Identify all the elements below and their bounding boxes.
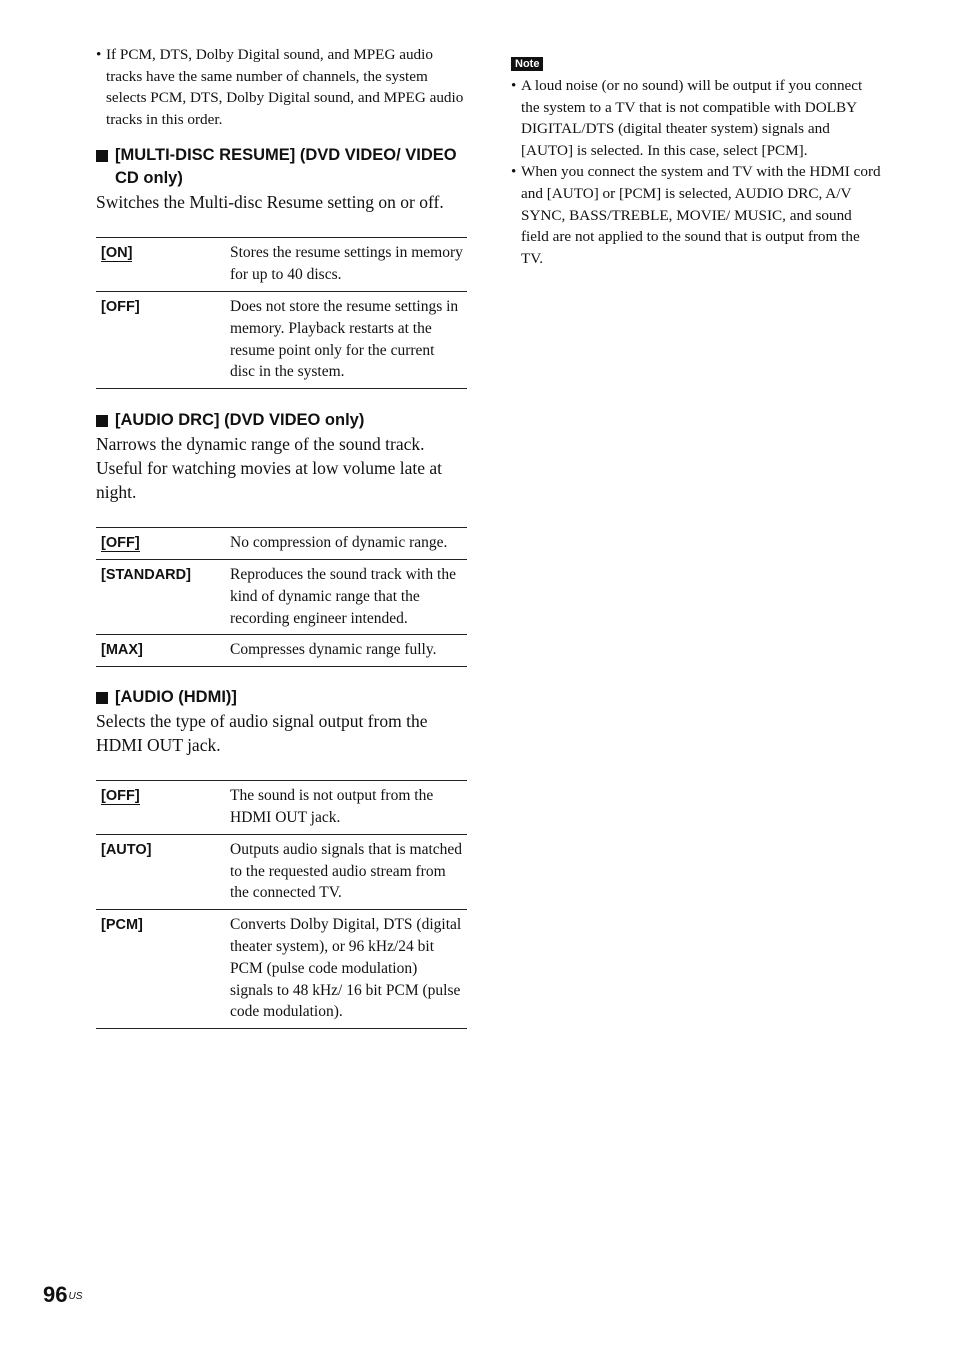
option-description: Reproduces the sound track with the kind of dynamic range that the recording engineer intended. bbox=[230, 559, 467, 634]
options-table-audio-hdmi bbox=[96, 780, 467, 1029]
option-key: [OFF] bbox=[101, 535, 140, 552]
section-description: Selects the type of audio signal output from the HDMI OUT jack. bbox=[96, 711, 428, 756]
table-row bbox=[96, 528, 467, 560]
section-heading-audio-hdmi bbox=[96, 686, 468, 709]
option-description: Compresses dynamic range fully. bbox=[230, 635, 467, 667]
section-heading-multi-disc-resume bbox=[96, 144, 468, 190]
option-key: [AUTO] bbox=[96, 834, 230, 909]
table-row bbox=[96, 291, 467, 388]
page-number bbox=[43, 1282, 82, 1308]
table-row bbox=[96, 238, 467, 292]
section-heading-text: [AUDIO DRC] (DVD VIDEO only) bbox=[115, 411, 365, 430]
note-item: • A loud noise (or no sound) will be output if you connect the system to a TV that is not compatible with DOLBY DIGITAL/DTS (digital theater system) signals and [AUTO] is selected. In this case, select [PCM]. bbox=[511, 75, 883, 161]
section-description: Switches the Multi-disc Resume setting on or off. bbox=[96, 192, 444, 213]
square-bullet-icon bbox=[96, 415, 108, 427]
option-key: [STANDARD] bbox=[96, 559, 230, 634]
section-heading-text: [MULTI-DISC RESUME] (DVD VIDEO/ VIDEO CD only) bbox=[115, 146, 457, 188]
option-description: Stores the resume settings in memory for up to 40 discs. bbox=[230, 244, 463, 284]
page-number-value: 96 bbox=[43, 1282, 68, 1307]
table-row bbox=[96, 635, 467, 667]
table-row bbox=[96, 559, 467, 634]
right-column bbox=[511, 54, 883, 269]
option-description: The sound is not output from the HDMI OUT jack. bbox=[230, 787, 434, 826]
option-key: [OFF] bbox=[101, 788, 140, 805]
table-row bbox=[96, 834, 467, 909]
left-column bbox=[96, 44, 468, 1029]
option-description: Outputs audio signals that is matched to the requested audio stream from the connected TV. bbox=[230, 834, 467, 909]
option-key: [ON] bbox=[101, 245, 133, 262]
option-description: Converts Dolby Digital, DTS (digital theater system), or 96 kHz/24 bit PCM (pulse code modulation) signals to 48 kHz/ 16 bit PCM (pulse code modulation). bbox=[230, 910, 467, 1029]
section-heading-text: [AUDIO (HDMI)] bbox=[115, 688, 237, 707]
option-description: Does not store the resume settings in memory. Playback restarts at the resume point only for the current disc in the system. bbox=[230, 291, 467, 388]
table-row bbox=[96, 910, 467, 1029]
square-bullet-icon bbox=[96, 692, 108, 704]
section-heading-audio-drc bbox=[96, 409, 468, 432]
note-label: Note bbox=[511, 57, 543, 71]
intro-bullet: • If PCM, DTS, Dolby Digital sound, and MPEG audio tracks have the same number of channels, the system selects PCM, DTS, Dolby Digital sound, and MPEG audio tracks in this order. bbox=[96, 44, 468, 130]
option-key: [PCM] bbox=[96, 910, 230, 1029]
square-bullet-icon bbox=[96, 150, 108, 162]
option-key: [MAX] bbox=[96, 635, 230, 667]
option-key: [OFF] bbox=[96, 291, 230, 388]
section-description: Narrows the dynamic range of the sound track. Useful for watching movies at low volume late at night. bbox=[96, 434, 443, 503]
note-item: • When you connect the system and TV with the HDMI cord and [AUTO] or [PCM] is selected, AUDIO DRC, A/V SYNC, BASS/TREBLE, MOVIE/ MUSIC, and sound field are not applied to the sound that is output from the TV. bbox=[511, 161, 883, 269]
table-row bbox=[96, 781, 467, 835]
page-region-suffix: US bbox=[68, 1291, 83, 1302]
option-description: No compression of dynamic range. bbox=[230, 534, 448, 552]
options-table-multi-disc-resume bbox=[96, 237, 467, 389]
options-table-audio-drc bbox=[96, 527, 467, 667]
